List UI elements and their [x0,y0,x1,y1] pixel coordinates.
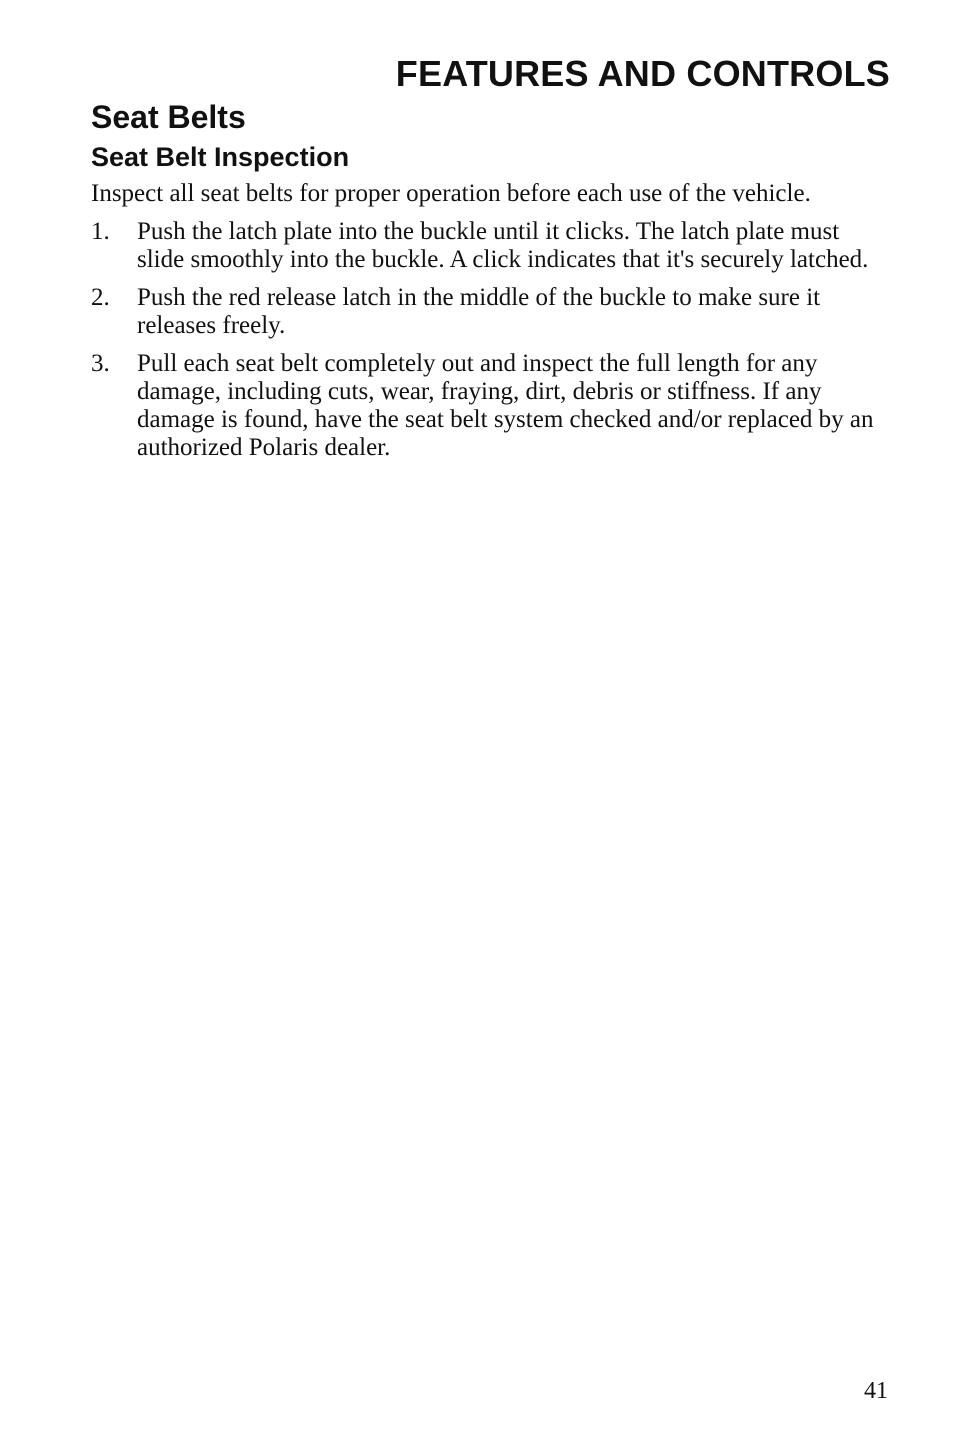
list-item [91,350,891,462]
subsection-title: Seat Belt Inspection [91,142,350,172]
page-number: 41 [864,1378,888,1404]
step-text: Push the latch plate into the buckle until it clicks. The latch plate must slide smoothly into the buckle. A click indicates that it's securely latched. [137,218,869,273]
section-title: Seat Belts [91,99,246,135]
step-number: 3. [91,350,110,377]
step-text: Pull each seat belt completely out and inspect the full length for any damage, including cuts, wear, fraying, dirt, debris or stiffness. If any damage is found, have the seat belt system checked and/or replaced by an authorized Polaris dealer. [137,350,874,461]
step-number: 1. [91,218,110,245]
step-number: 2. [91,284,110,311]
list-item [91,218,891,274]
list-item [91,284,891,340]
chapter-title: FEATURES AND CONTROLS [395,53,890,94]
inspection-steps-list [91,218,891,462]
step-text: Push the red release latch in the middle of the buckle to make sure it releases freely. [137,284,821,339]
intro-paragraph: Inspect all seat belts for proper operation before each use of the vehicle. [91,180,811,207]
body-content [91,180,891,472]
